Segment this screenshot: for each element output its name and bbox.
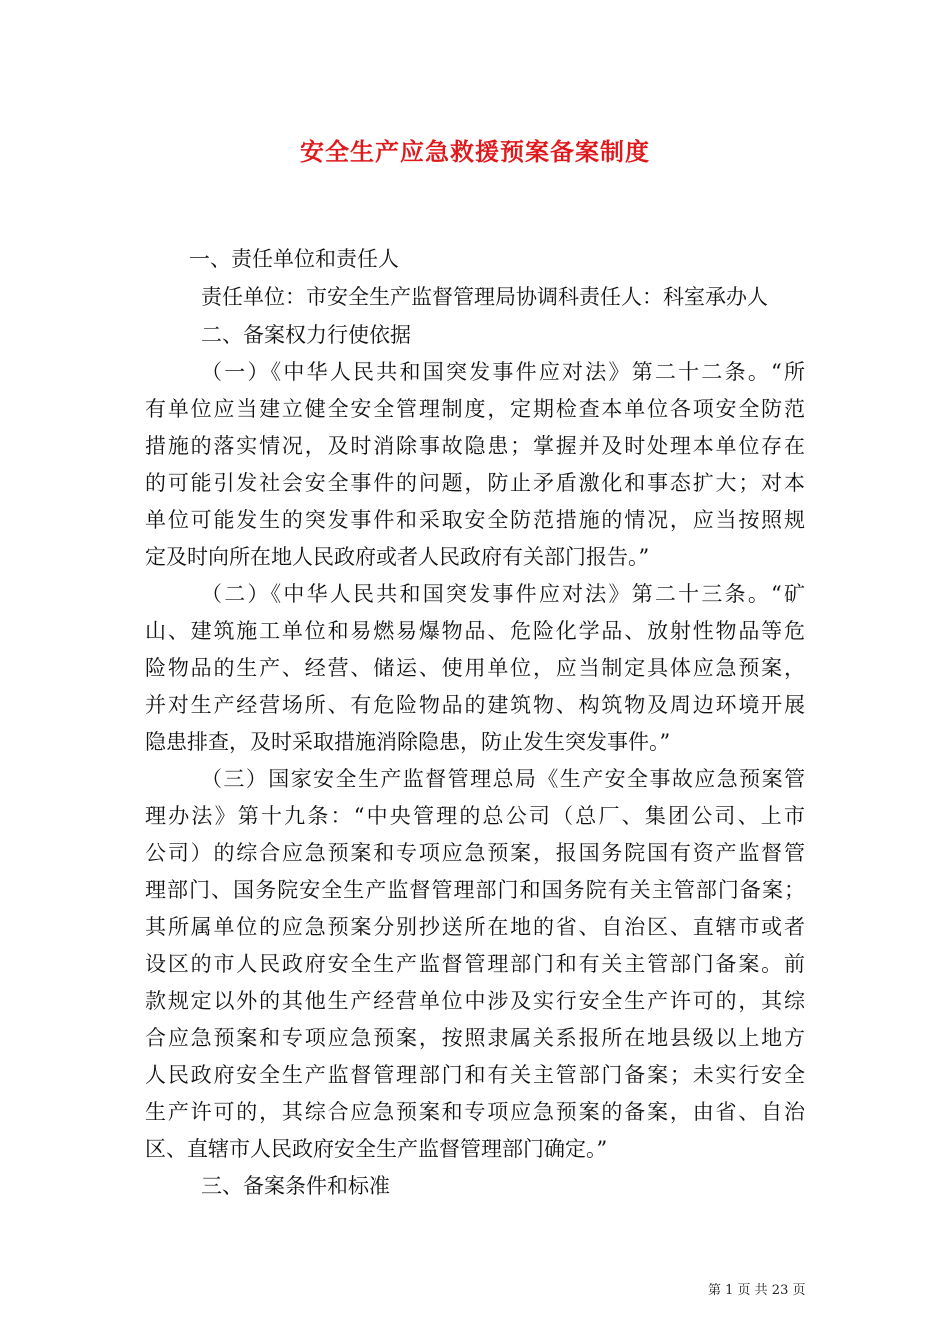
responsibility-line: 责任单位：市安全生产监督管理局协调科责任人：科室承办人 — [201, 285, 768, 309]
para1-line: 措施的落实情况，及时消除事故隐患；掌握并及时处理本单位存在 — [145, 434, 805, 458]
para3-line: 理部门、国务院安全生产监督管理部门和国务院有关主管部门备案； — [145, 878, 805, 902]
para3-line: 公司）的综合应急预案和专项应急预案，报国务院国有资产监督管 — [145, 841, 805, 865]
para3-line: 其所属单位的应急预案分别抄送所在地的省、自治区、直辖市或者 — [145, 915, 805, 939]
para2-line: 并对生产经营场所、有危险物品的建筑物、构筑物及周边环境开展 — [145, 693, 805, 717]
para3-line: （三）国家安全生产监督管理总局《生产安全事故应急预案管 — [201, 767, 805, 791]
para3-line: 生产许可的，其综合应急预案和专项应急预案的备案，由省、自治 — [145, 1100, 805, 1124]
para1-line: 有单位应当建立健全安全管理制度，定期检查本单位各项安全防范 — [145, 397, 805, 421]
para1-line: 的可能引发社会安全事件的问题，防止矛盾激化和事态扩大；对本 — [145, 471, 805, 495]
para2-line: 险物品的生产、经营、储运、使用单位，应当制定具体应急预案， — [145, 656, 805, 680]
para1-line: （一）《中华人民共和国突发事件应对法》第二十二条。“所 — [201, 360, 805, 384]
para2-line: 山、建筑施工单位和易燃易爆物品、危险化学品、放射性物品等危 — [145, 619, 805, 643]
page-indicator: 第 1 页 共 23 页 — [708, 1283, 806, 1298]
para2-line: 隐患排查，及时采取措施消除隐患，防止发生突发事件。” — [145, 730, 671, 754]
section-heading-1: 一、责任单位和责任人 — [189, 247, 399, 271]
para3-line: 理办法》第十九条：“中央管理的总公司（总厂、集团公司、上市 — [145, 804, 805, 828]
para3-line: 款规定以外的其他生产经营单位中涉及实行安全生产许可的，其综 — [145, 989, 805, 1013]
para3-line: 设区的市人民政府安全生产监督管理部门和有关主管部门备案。前 — [145, 952, 805, 976]
para1-line: 定及时向所在地人民政府或者人民政府有关部门报告。” — [145, 545, 650, 569]
section-heading-3: 三、备案条件和标准 — [201, 1174, 390, 1198]
para2-line: （二）《中华人民共和国突发事件应对法》第二十三条。“矿 — [201, 582, 805, 606]
document-title: 安全生产应急救援预案备案制度 — [300, 137, 650, 166]
para1-line: 单位可能发生的突发事件和采取安全防范措施的情况，应当按照规 — [145, 508, 805, 532]
section-heading-2: 二、备案权力行使依据 — [201, 323, 411, 347]
para3-line: 区、直辖市人民政府安全生产监督管理部门确定。” — [145, 1137, 608, 1161]
para3-line: 合应急预案和专项应急预案，按照隶属关系报所在地县级以上地方 — [145, 1026, 805, 1050]
para3-line: 人民政府安全生产监督管理部门和有关主管部门备案；未实行安全 — [145, 1063, 805, 1087]
